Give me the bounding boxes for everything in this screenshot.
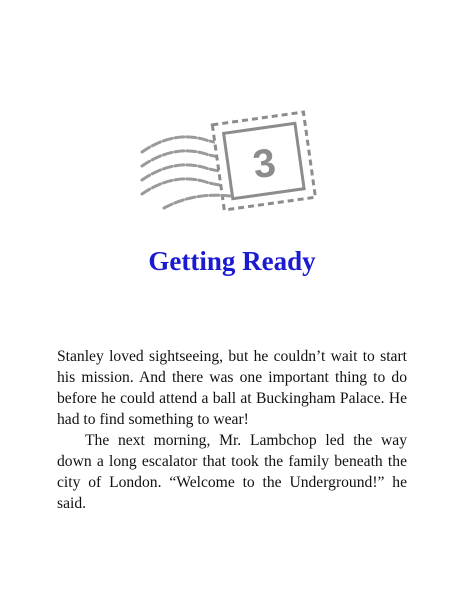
chapter-number: 3 <box>250 140 279 188</box>
chapter-body <box>57 346 407 514</box>
paragraph-2: The next morning, Mr. Lambchop led the way down a long escalator that took the family beneath the city of London. “Welcome to the Underground!” he said. <box>57 432 407 512</box>
paragraph-1: Stanley loved sightseeing, but he couldn’t wait to start his mission. And there was one important thing to do before he could attend a ball at Buckingham Palace. He had to find something to wear! <box>57 348 407 428</box>
chapter-title: Getting Ready <box>148 246 316 276</box>
postage-stamp-graphic <box>134 100 334 220</box>
postage-stamp-icon <box>134 100 334 220</box>
postmark-overlap-lines <box>164 195 230 208</box>
